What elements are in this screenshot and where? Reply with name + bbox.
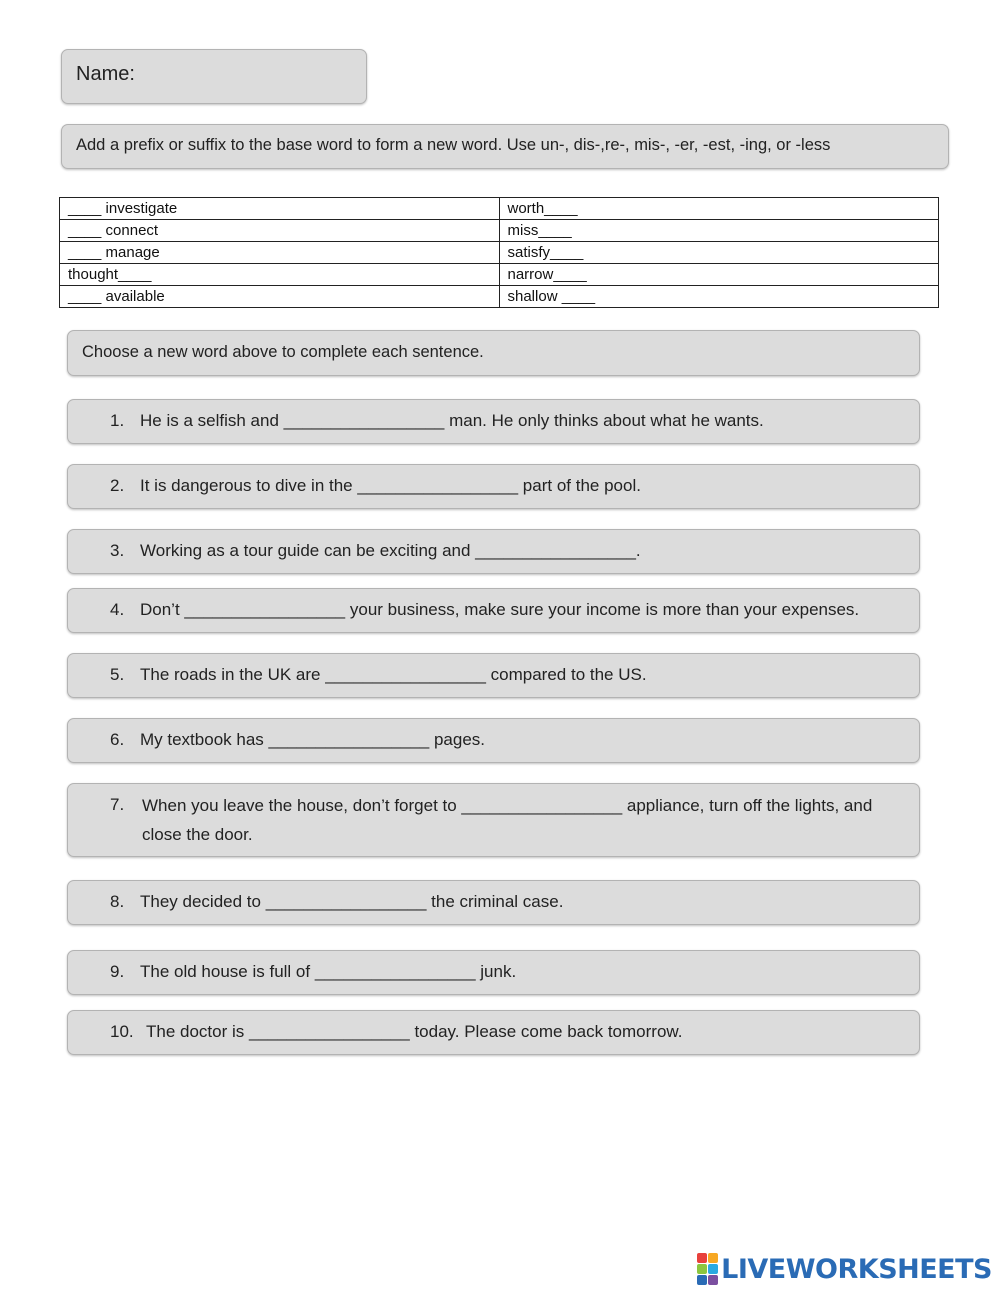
question-3[interactable] [67, 529, 920, 574]
question-10[interactable] [67, 1010, 920, 1055]
question-number: 6. [110, 730, 125, 749]
name-box[interactable] [61, 49, 367, 104]
word-table [59, 197, 939, 308]
question-text: The doctor is _________________ today. Please come back tomorrow. [146, 1022, 683, 1041]
question-6[interactable] [67, 718, 920, 763]
table-cell: shallow ____ [499, 286, 939, 308]
table-cell: narrow____ [499, 264, 939, 286]
question-5[interactable] [67, 653, 920, 698]
name-label: Name: [76, 63, 135, 85]
question-8[interactable] [67, 880, 920, 925]
table-row [60, 286, 939, 308]
instructions-box [61, 124, 949, 169]
question-text: The roads in the UK are _________________ compared to the US. [140, 665, 647, 684]
question-number: 1. [110, 411, 125, 430]
sentence-instructions-box [67, 330, 920, 376]
table-row [60, 198, 939, 220]
question-text: When you leave the house, don’t forget to _________________ appliance, turn off the lights, and close the door. [142, 796, 873, 844]
table-cell: miss____ [499, 220, 939, 242]
table-cell: ____ investigate [60, 198, 500, 220]
question-number: 3. [110, 541, 125, 560]
sentence-instructions-text: Choose a new word above to complete each sentence. [82, 343, 484, 361]
question-text: He is a selfish and _________________ man. He only thinks about what he wants. [140, 411, 764, 430]
question-text: They decided to _________________ the criminal case. [140, 892, 564, 911]
question-text: The old house is full of _________________ junk. [140, 962, 517, 981]
question-number: 4. [110, 600, 125, 619]
instructions-text: Add a prefix or suffix to the base word to form a new word. Use un-, dis-,re-, mis-, -er, -est, -ing, or -less [76, 136, 831, 154]
question-7[interactable] [67, 783, 920, 857]
question-number: 10. [110, 1022, 134, 1041]
question-number: 2. [110, 476, 125, 495]
table-row [60, 264, 939, 286]
logo-text: LIVEWORKSHEETS [721, 1253, 992, 1285]
question-text: Don’t _________________ your business, make sure your income is more than your expenses. [140, 600, 860, 619]
question-number: 7. [110, 795, 125, 814]
question-number: 9. [110, 962, 125, 981]
table-cell: thought____ [60, 264, 500, 286]
question-4[interactable] [67, 588, 920, 633]
table-cell: ____ connect [60, 220, 500, 242]
table-cell: ____ manage [60, 242, 500, 264]
question-9[interactable] [67, 950, 920, 995]
question-1[interactable] [67, 399, 920, 444]
table-row [60, 242, 939, 264]
question-text: My textbook has _________________ pages. [140, 730, 485, 749]
table-cell: ____ available [60, 286, 500, 308]
liveworksheets-logo [697, 1253, 992, 1285]
question-text: Working as a tour guide can be exciting and _________________. [140, 541, 641, 560]
liveworksheets-logo-icon [697, 1253, 718, 1285]
question-number: 8. [110, 892, 125, 911]
question-text: It is dangerous to dive in the _________________ part of the pool. [140, 476, 641, 495]
table-cell: worth____ [499, 198, 939, 220]
table-row [60, 220, 939, 242]
question-2[interactable] [67, 464, 920, 509]
question-number: 5. [110, 665, 125, 684]
table-cell: satisfy____ [499, 242, 939, 264]
